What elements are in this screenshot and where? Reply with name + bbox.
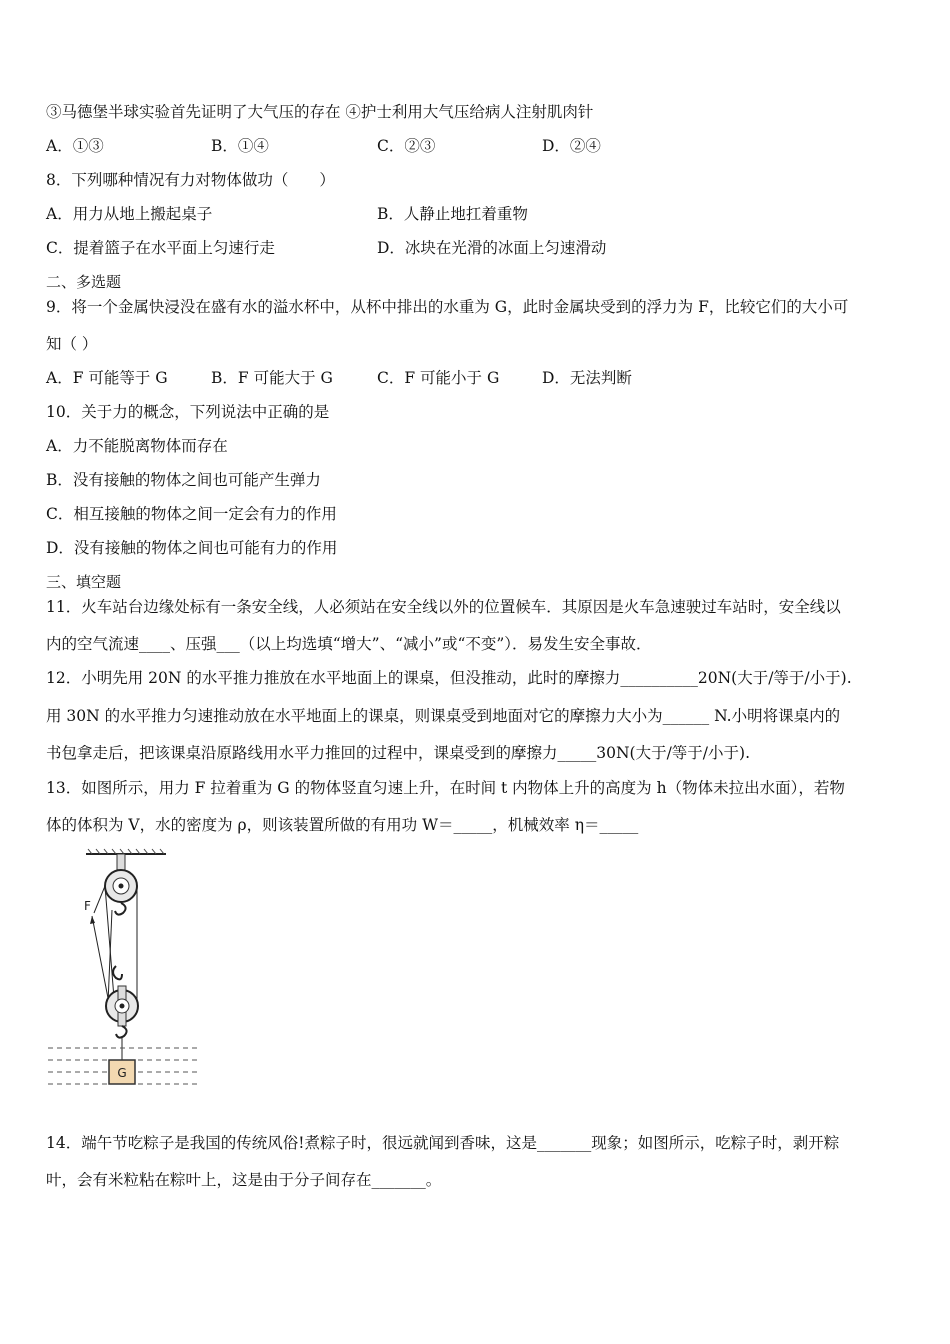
q10-option-c: C．相互接触的物体之间一定会有力的作用 bbox=[46, 505, 337, 523]
q10-stem: 10．关于力的概念，下列说法中正确的是 bbox=[46, 403, 330, 421]
q13-line2: 体的体积为 V，水的密度为 ρ，则该装置所做的有用功 W＝_____，机械效率 η＝_____ bbox=[46, 816, 639, 834]
q9-stem-line2: 知（ ） bbox=[46, 335, 98, 353]
q14-line1: 14．端午节吃粽子是我国的传统风俗!煮粽子时，很远就闻到香味，这是_______现象；如图所示，吃粽子时，剥开粽 bbox=[46, 1134, 840, 1152]
q9-stem-line1: 9．将一个金属快浸没在盛有水的溢水杯中，从杯中排出的水重为 G，此时金属块受到的浮力为 F，比较它们的大小可 bbox=[46, 298, 849, 316]
q7-option-b: B．①④ bbox=[211, 137, 269, 155]
section-title-fill-in: 三、填空题 bbox=[46, 573, 122, 591]
q9-option-d: D．无法判断 bbox=[542, 369, 632, 387]
q7-option-c: C．②③ bbox=[377, 137, 436, 155]
q13-line1: 13．如图所示，用力 F 拉着重为 G 的物体竖直匀速上升，在时间 t 内物体上升的高度为 h（物体未拉出水面），若物 bbox=[46, 779, 845, 797]
q10-option-b: B．没有接触的物体之间也可能产生弹力 bbox=[46, 471, 321, 489]
q9-option-c: C．F 可能小于 G bbox=[377, 369, 500, 387]
q12-line2: 用 30N 的水平推力匀速推动放在水平地面上的课桌，则课桌受到地面对它的摩擦力大小为______ N.小明将课桌内的 bbox=[46, 707, 841, 725]
q9-option-b: B．F 可能大于 G bbox=[211, 369, 333, 387]
section-title-multiple-choice: 二、多选题 bbox=[46, 273, 122, 291]
q8-option-d: D．冰块在光滑的冰面上匀速滑动 bbox=[377, 239, 607, 257]
q10-option-d: D．没有接触的物体之间也可能有力的作用 bbox=[46, 539, 338, 557]
q10-option-a: A．力不能脱离物体而存在 bbox=[46, 437, 228, 455]
q11-line1: 11．火车站台边缘处标有一条安全线，人必须站在安全线以外的位置候车．其原因是火车急速驶过车站时，安全线以 bbox=[46, 598, 841, 616]
force-label: F bbox=[84, 899, 91, 913]
weight-label: G bbox=[117, 1066, 127, 1080]
q7-option-d: D．②④ bbox=[542, 137, 601, 155]
q7-statement-line: ③马德堡半球实验首先证明了大气压的存在 ④护士利用大气压给病人注射肌肉针 bbox=[46, 103, 594, 121]
q8-option-c: C．提着篮子在水平面上匀速行走 bbox=[46, 239, 275, 257]
q14-line2: 叶，会有米粒粘在粽叶上，这是由于分子间存在_______。 bbox=[46, 1171, 442, 1189]
q8-stem: 8．下列哪种情况有力对物体做功（ ） bbox=[46, 171, 335, 189]
q12-line3: 书包拿走后，把该课桌沿原路线用水平力推回的过程中，课桌受到的摩擦力_____30N(大于/等于/小于). bbox=[46, 744, 751, 762]
q8-option-a: A．用力从地上搬起桌子 bbox=[46, 205, 213, 223]
q12-line1: 12．小明先用 20N 的水平推力推放在水平地面上的课桌，但没推动，此时的摩擦力__________20N(大于/等于/小于). bbox=[46, 669, 852, 687]
q11-line2: 内的空气流速____、压强___（以上均选填“增大”、“减小”或“不变”）．易发生安全事故． bbox=[46, 635, 652, 653]
pulley-figure bbox=[46, 848, 206, 1098]
q7-option-a: A．①③ bbox=[46, 137, 104, 155]
q8-option-b: B．人静止地扛着重物 bbox=[377, 205, 528, 223]
q9-option-a: A．F 可能等于 G bbox=[46, 369, 168, 387]
